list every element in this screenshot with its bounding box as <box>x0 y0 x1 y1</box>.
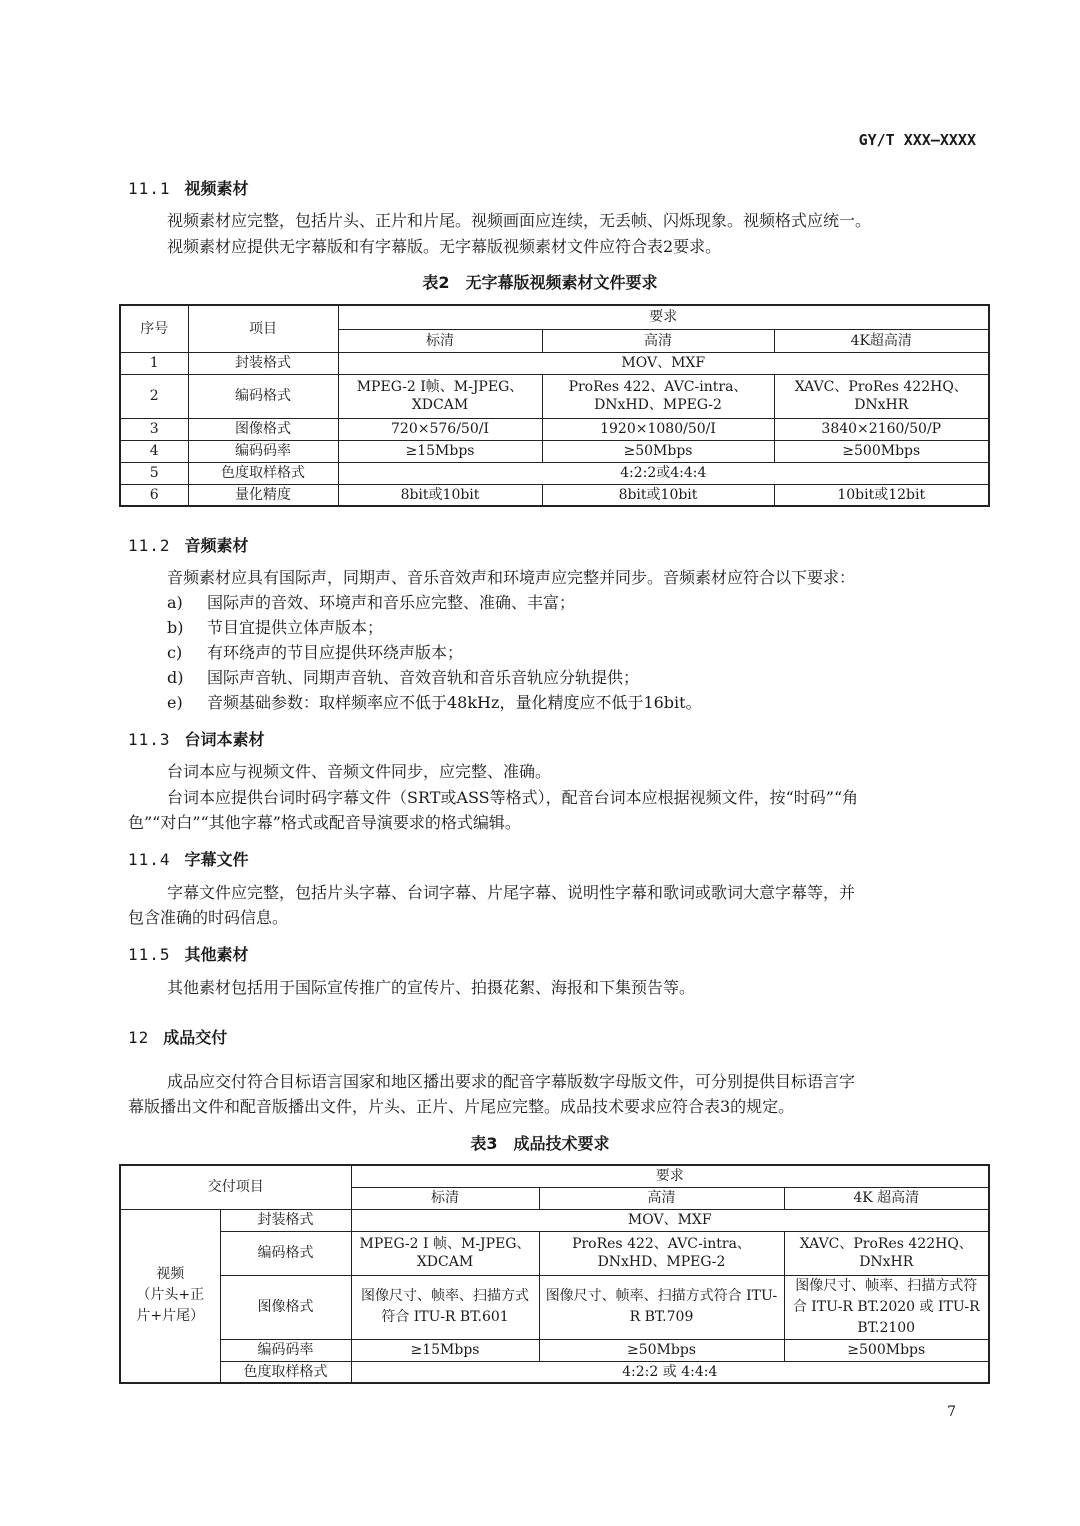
list-text: 节目宜提供立体声版本； <box>207 618 384 637</box>
table2-header-hd: 高清 <box>542 329 774 352</box>
cell-hd: 图像尺寸、帧率、扫描方式符合 ITU-R BT.709 <box>539 1275 784 1339</box>
group-line: 片+片尾） <box>136 1308 205 1325</box>
cell-sd: ≥15Mbps <box>351 1339 539 1361</box>
table2-header-req: 要求 <box>338 305 989 329</box>
paragraph: 音频素材应具有国际声，同期声、音乐音效声和环境声应完整并同步。音频素材应符合以下要求： <box>167 568 856 587</box>
section-12-heading <box>128 1025 227 1048</box>
section-number: 12 <box>128 1028 150 1047</box>
table-row <box>120 462 989 484</box>
section-title: 成品交付 <box>163 1028 228 1047</box>
cell-sd: MPEG-2 I帧、M-JPEG、XDCAM <box>338 374 542 418</box>
table-row <box>120 1231 989 1275</box>
table-row <box>120 1339 989 1361</box>
cell-uhd: 10bit或12bit <box>774 484 989 506</box>
group-line: 视频 <box>156 1266 185 1283</box>
table-row <box>120 418 989 440</box>
list-item <box>167 666 639 690</box>
table-row <box>120 1275 989 1339</box>
cell-item: 色度取样格式 <box>220 1361 351 1383</box>
cell-hd: ProRes 422、AVC-intra、DNxHD、MPEG-2 <box>542 374 774 418</box>
paragraph: 视频素材应完整，包括片头、正片和片尾。视频画面应连续，无丢帧、闪烁现象。视频格式应统一。 <box>167 211 872 230</box>
section-title: 字幕文件 <box>184 850 249 869</box>
cell-all: MOV、MXF <box>338 352 989 374</box>
list-item <box>167 641 463 665</box>
section-11-1-heading <box>128 176 249 199</box>
cell-item: 封装格式 <box>188 352 338 374</box>
paragraph: 台词本应与视频文件、音频文件同步，应完整、准确。 <box>167 762 552 781</box>
list-text: 国际声的音效、环境声和音乐应完整、准确、丰富； <box>207 593 576 612</box>
table3-header-hd: 高清 <box>539 1187 784 1209</box>
list-item <box>167 591 575 615</box>
cell-item: 编码格式 <box>188 374 338 418</box>
cell-all: 4:2:2 或 4:4:4 <box>351 1361 989 1383</box>
cell-item: 封装格式 <box>220 1209 351 1231</box>
paragraph: 视频素材应提供无字幕版和有字幕版。无字幕版视频素材文件应符合表2要求。 <box>167 237 722 256</box>
cell-item: 图像格式 <box>188 418 338 440</box>
section-11-5-heading <box>128 942 249 965</box>
list-marker: d) <box>167 668 184 687</box>
section-number: 11.4 <box>128 850 171 869</box>
list-text: 国际声音轨、同期声音轨、音效音轨和音乐音轨应分轨提供； <box>207 668 640 687</box>
table2-header-item: 项目 <box>188 305 338 352</box>
paragraph: 台词本应提供台词时码字幕文件（SRT或ASS等格式），配音台词本应根据视频文件，按“时码”“角 <box>167 788 859 807</box>
cell-item: 编码码率 <box>188 440 338 462</box>
paragraph: 其他素材包括用于国际宣传推广的宣传片、拍摄花絮、海报和下集预告等。 <box>167 978 696 997</box>
paragraph: 包含准确的时码信息。 <box>128 908 289 927</box>
table2-caption: 表2 无字幕版视频素材文件要求 <box>422 273 658 292</box>
paragraph: 字幕文件应完整，包括片头字幕、台词字幕、片尾字幕、说明性字幕和歌词或歌词大意字幕等，并 <box>167 883 856 902</box>
cell-item: 色度取样格式 <box>188 462 338 484</box>
document-code: GY/T XXX—XXXX <box>858 131 976 149</box>
table3 <box>119 1164 990 1384</box>
table2-header-uhd: 4K超高清 <box>774 329 989 352</box>
table2 <box>119 304 990 507</box>
cell-uhd: 图像尺寸、帧率、扫描方式符合 ITU-R BT.2020 或 ITU-R BT.2100 <box>784 1275 989 1339</box>
cell-seq: 5 <box>120 462 188 484</box>
cell-uhd: XAVC、ProRes 422HQ、DNxHR <box>784 1231 989 1275</box>
cell-sd: MPEG-2 I 帧、M-JPEG、XDCAM <box>351 1231 539 1275</box>
section-title: 音频素材 <box>184 536 249 555</box>
list-text: 音频基础参数：取样频率应不低于48kHz，量化精度应不低于16bit。 <box>207 693 702 712</box>
section-number: 11.5 <box>128 945 171 964</box>
cell-uhd: ≥500Mbps <box>774 440 989 462</box>
section-title: 视频素材 <box>184 179 249 198</box>
paragraph: 成品应交付符合目标语言国家和地区播出要求的配音字幕版数字母版文件，可分别提供目标语言字 <box>167 1072 856 1091</box>
table2-header-seq: 序号 <box>120 305 188 352</box>
section-11-2-heading <box>128 533 249 556</box>
cell-seq: 1 <box>120 352 188 374</box>
table3-caption: 表3 成品技术要求 <box>470 1134 610 1153</box>
table-row <box>120 1361 989 1383</box>
paragraph: 幕版播出文件和配音版播出文件，片头、正片、片尾应完整。成品技术要求应符合表3的规定。 <box>128 1097 795 1116</box>
section-11-3-heading <box>128 727 265 750</box>
table3-header-uhd: 4K 超高清 <box>784 1187 989 1209</box>
section-number: 11.2 <box>128 536 171 555</box>
list-marker: a) <box>167 593 183 612</box>
section-number: 11.3 <box>128 730 171 749</box>
cell-item: 编码格式 <box>220 1231 351 1275</box>
cell-sd: 图像尺寸、帧率、扫描方式符合 ITU-R BT.601 <box>351 1275 539 1339</box>
page-number: 7 <box>947 1404 956 1420</box>
cell-hd: 8bit或10bit <box>542 484 774 506</box>
cell-sd: 720×576/50/I <box>338 418 542 440</box>
cell-seq: 2 <box>120 374 188 418</box>
cell-uhd: ≥500Mbps <box>784 1339 989 1361</box>
cell-hd: 1920×1080/50/I <box>542 418 774 440</box>
list-marker: c) <box>167 643 183 662</box>
list-marker: b) <box>167 618 184 637</box>
cell-hd: ProRes 422、AVC-intra、DNxHD、MPEG-2 <box>539 1231 784 1275</box>
table2-header-sd: 标清 <box>338 329 542 352</box>
section-11-4-heading <box>128 847 249 870</box>
cell-item: 编码码率 <box>220 1339 351 1361</box>
table3-header-item: 交付项目 <box>120 1165 351 1209</box>
cell-seq: 3 <box>120 418 188 440</box>
list-item <box>167 616 383 640</box>
table-row <box>120 1209 989 1231</box>
cell-sd: ≥15Mbps <box>338 440 542 462</box>
cell-all: MOV、MXF <box>351 1209 989 1231</box>
cell-seq: 6 <box>120 484 188 506</box>
list-item <box>167 691 702 715</box>
list-text: 有环绕声的节目应提供环绕声版本； <box>207 643 464 662</box>
cell-uhd: 3840×2160/50/P <box>774 418 989 440</box>
list-marker: e) <box>167 693 183 712</box>
cell-seq: 4 <box>120 440 188 462</box>
cell-all: 4:2:2或4:4:4 <box>338 462 989 484</box>
group-line: （片头+正 <box>136 1287 205 1304</box>
cell-hd: ≥50Mbps <box>539 1339 784 1361</box>
section-number: 11.1 <box>128 179 171 198</box>
cell-uhd: XAVC、ProRes 422HQ、DNxHR <box>774 374 989 418</box>
table3-header-req: 要求 <box>351 1165 989 1187</box>
section-title: 台词本素材 <box>184 730 265 749</box>
paragraph: 色”“对白”“其他字幕”格式或配音导演要求的格式编辑。 <box>128 813 521 832</box>
table-row <box>120 374 989 418</box>
cell-item: 量化精度 <box>188 484 338 506</box>
cell-sd: 8bit或10bit <box>338 484 542 506</box>
table-row <box>120 352 989 374</box>
table-row <box>120 484 989 506</box>
cell-hd: ≥50Mbps <box>542 440 774 462</box>
section-title: 其他素材 <box>184 945 249 964</box>
cell-item: 图像格式 <box>220 1275 351 1339</box>
table-row <box>120 440 989 462</box>
cell-group-video <box>120 1209 220 1383</box>
table3-header-sd: 标清 <box>351 1187 539 1209</box>
